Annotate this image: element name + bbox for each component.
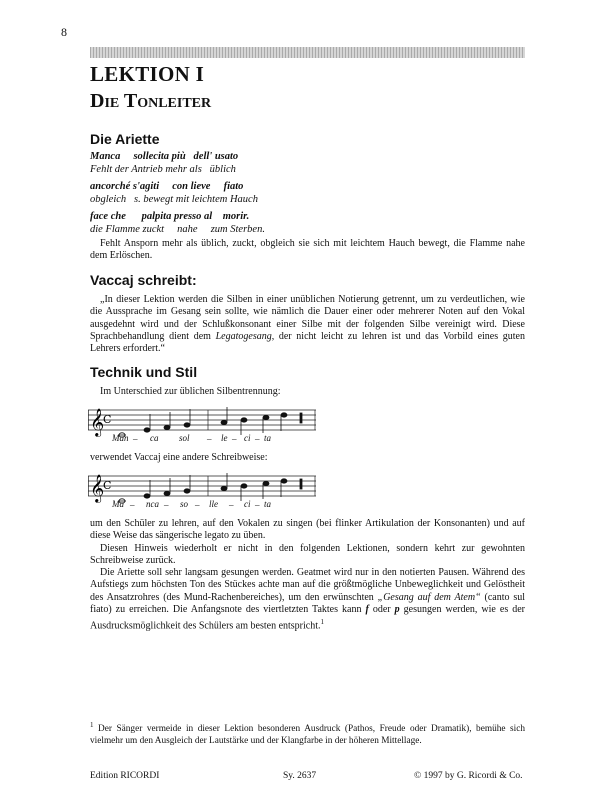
time-signature: C (103, 413, 112, 426)
syllable: _ (195, 497, 200, 507)
lyric-block-3 (90, 210, 265, 236)
technik-heading: Technik und Stil (90, 364, 198, 380)
lyric-block-2 (90, 180, 258, 206)
lesson-subtitle: Die Tonleiter (90, 90, 212, 112)
text-run: gesungen werden, wie es der Ausdrucksmöglichkeit des Schülers am besten entspricht. (90, 603, 525, 632)
syllable: ta (264, 499, 272, 509)
italic-term: „Gesang auf dem Atem“ (377, 591, 481, 603)
footnote-text: Der Sänger vermeide in dieser Lektion besonderen Ausdruck (Pathos, Freude oder Dramatik), bemühe sich vielmehr um den Ausgleich der Lautstärke und der Klangfarbe in der höheren Mittellage. (90, 724, 525, 747)
text-run: (canto sul fiato) zu erreichen. Die Anfangsnote des viertletzten Taktes kann (90, 591, 525, 615)
syllable: ci (244, 499, 251, 509)
german-line: die Flamme zuckt nahe zum Sterben. (90, 224, 265, 235)
syllable: nca (146, 499, 159, 509)
syllable: _ (232, 431, 237, 441)
treble-clef: 𝄞 (90, 408, 105, 436)
technik-paragraph-3 (90, 567, 525, 633)
lyric-block-1 (90, 150, 238, 176)
time-signature: C (103, 479, 112, 492)
technik-intro-2: verwendet Vaccaj eine andere Schreibweise: (90, 452, 268, 463)
syllable: Man (112, 433, 129, 443)
lesson-title: LEKTION I (90, 62, 205, 86)
syllable: ta (264, 433, 272, 443)
syllable: Ma (112, 499, 124, 509)
syllable: _ (130, 497, 135, 507)
quote-text-end: , der nicht leicht zu lehren ist und das Vorbild eines guten Lehrers erfordert.“ (90, 330, 525, 355)
german-line: obgleich s. bewegt mit leichtem Hauch (90, 194, 258, 205)
syllable: _ (207, 431, 212, 441)
syllable: sol (179, 433, 190, 443)
syllable: ci (244, 433, 251, 443)
header-rule (90, 47, 525, 58)
syllable: lle (209, 499, 218, 509)
syllable: _ (255, 497, 260, 507)
ariette-translation: Fehlt Ansporn mehr als üblich, zuckt, obgleich sie sich mit leichtem Hauch bewegt, die Flamme nahe dem Erlöschen. (90, 238, 525, 262)
text-run: oder (368, 603, 395, 615)
footnote-mark: 1 (90, 721, 94, 729)
footer-publisher: Edition RICORDI (90, 771, 160, 781)
syllable: _ (229, 497, 234, 507)
footer-catalog-number: Sy. 2637 (283, 771, 317, 781)
italian-line: Manca sollecita più dell' usato (90, 151, 239, 162)
ariette-heading: Die Ariette (90, 131, 160, 147)
treble-clef: 𝄞 (90, 474, 105, 502)
syllable: le (221, 433, 228, 443)
dynamic-forte: f (365, 603, 369, 615)
technik-paragraph-2: Diesen Hinweis wiederholt er nicht in den folgenden Lektionen, sondern kehrt zur gewohnten Schreibweise zurück. (90, 543, 525, 567)
syllable: so (180, 499, 189, 509)
footer-copyright: © 1997 by G. Ricordi & Co. (414, 771, 523, 781)
technik-paragraph-1: um den Schüler zu lehren, auf den Vokalen zu singen (bei flinker Artikulation der Konsonanten) und auf diese Weise das sängerische legato zu üben. (90, 518, 525, 542)
footnote-reference: 1 (320, 618, 325, 627)
vaccaj-quote (90, 294, 525, 355)
german-line: Fehlt der Antrieb mehr als üblich (90, 164, 236, 175)
syllable: _ (164, 497, 169, 507)
dynamic-piano: p (394, 603, 400, 615)
italian-line: ancorché s'agiti con lieve fiato (90, 181, 244, 192)
italian-line: face che palpita presso al morir. (90, 211, 250, 222)
footnote (90, 719, 525, 747)
page-number: 8 (61, 25, 67, 39)
quote-text: „In dieser Lektion werden die Silben in einer unüblichen Notierung getrennt, um zu verdeutlichen, wie die Aussprache im Gesang sein sollte, wie nämlich die Dauer einer oder mehrerer Noten auf den Vokal ausgedehnt wird und der Schlußkonsonant einer Silbe mit der folgenden Silbe vereinigt wird. Diese Sprachbehandlung dient dem (90, 294, 525, 342)
technik-intro-1: Im Unterschied zur üblichen Silbentrennung: (100, 386, 281, 397)
syllable: ca (150, 433, 159, 443)
vaccaj-heading: Vaccaj schreibt: (90, 272, 197, 288)
text-run: Die Ariette soll sehr langsam gesungen werden. Geatmet wird nur in den notierten Pausen. Während des Aufstiegs zum höchsten Ton des Stückes achte man auf die größtmögliche Unbeweglichkeit und Gelöstheit des Ansatzrohres (des Mund-Rachenbereiches), um den erwünschten (90, 567, 525, 603)
quote-italic-term: Legatogesang (215, 330, 272, 342)
syllable: _ (133, 431, 138, 441)
syllable: _ (255, 431, 260, 441)
